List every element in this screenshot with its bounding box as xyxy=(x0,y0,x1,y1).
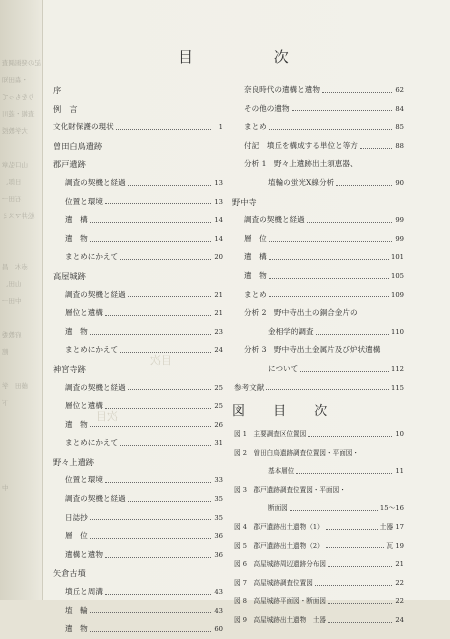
toc-entry xyxy=(232,174,404,193)
toc-entry xyxy=(232,81,404,100)
toc-page-number: 62 xyxy=(395,86,404,94)
toc-entry-label: 曽田白鳥遺跡 xyxy=(53,140,103,151)
toc-entry xyxy=(232,118,404,137)
leader-dots xyxy=(90,221,211,223)
toc-entry-label: 分析 1 野々上遺跡出土須恵器、 xyxy=(244,159,358,169)
toc-entry xyxy=(53,248,223,267)
toc-page-number: 36 xyxy=(214,532,223,541)
toc-section-heading xyxy=(53,453,223,472)
toc-entry-label: 断面図 xyxy=(268,504,288,513)
toc-entry-label: 調査の契機と経過 xyxy=(65,289,126,299)
toc-page-number: 10 xyxy=(395,430,404,439)
toc-page-number: 20 xyxy=(214,253,223,262)
leader-dots xyxy=(128,184,211,186)
toc-entry-label: 文化財保護の現状 xyxy=(53,122,114,132)
toc-entry-label: 日誌抄 xyxy=(65,512,88,522)
bleed-through-text: 府教委 xyxy=(2,331,22,339)
leader-dots xyxy=(90,537,211,539)
toc-entry-label: 神宮寺跡 xyxy=(53,363,86,374)
toc-page-number: 31 xyxy=(214,439,223,448)
bleed-through-text: 藤田 学 xyxy=(2,382,28,390)
toc-entry-label: 埴輪の蛍光X線分析 xyxy=(268,177,335,187)
toc-entry xyxy=(232,379,404,398)
toc-entry xyxy=(232,341,404,360)
leader-dots xyxy=(269,277,389,279)
leader-dots xyxy=(328,565,392,567)
figures-list xyxy=(232,425,404,630)
toc-entry xyxy=(53,118,223,137)
bleed-through-mark: 次目 xyxy=(96,410,118,423)
toc-entry xyxy=(232,574,404,593)
bleed-through-text: 下 xyxy=(2,399,9,407)
page-title: 目 次 xyxy=(178,48,327,66)
leader-dots xyxy=(269,240,392,242)
toc-page-number: 24 xyxy=(214,346,223,355)
toc-entry-label: 図 4 郡戸遺跡出土遺物（1） xyxy=(234,523,324,532)
toc-page-number: 13 xyxy=(214,197,223,206)
toc-entry-label: 埴 輪 xyxy=(65,605,88,615)
toc-entry xyxy=(53,434,223,453)
toc-section-heading xyxy=(53,137,223,156)
figures-heading: 図 目 次 xyxy=(232,404,340,420)
toc-entry-label: その他の遺物 xyxy=(244,103,290,113)
toc-page-number: 35 xyxy=(214,495,223,504)
toc-entry-label: 図 2 曽田白鳥遺跡調査位置図・平面図・ xyxy=(234,448,359,457)
toc-section-heading xyxy=(53,360,223,379)
toc-section-heading xyxy=(232,193,404,212)
toc-entry-label: 墳丘と周溝 xyxy=(65,587,103,597)
bleed-through-text: ・森田知 xyxy=(2,76,28,84)
toc-entry xyxy=(53,397,223,416)
toc-entry-label: 高屋城跡 xyxy=(53,270,86,281)
leader-dots xyxy=(322,91,392,93)
toc-entry-label: 図 6 高屋城跡周辺遺跡分布図 xyxy=(234,560,327,569)
leader-dots xyxy=(269,128,392,130)
toc-entry xyxy=(232,592,404,611)
leader-dots xyxy=(128,388,211,390)
toc-entry-label: 遺 物 xyxy=(65,326,88,336)
leader-dots xyxy=(105,481,211,483)
toc-entry xyxy=(232,537,404,556)
toc-section-heading xyxy=(53,564,223,583)
leader-dots xyxy=(90,518,211,520)
toc-page-number: 99 xyxy=(395,234,404,243)
toc-entry xyxy=(232,100,404,119)
toc-entry xyxy=(232,518,404,537)
leader-dots xyxy=(266,388,389,390)
toc-entry xyxy=(232,499,404,518)
toc-page-number: 35 xyxy=(214,513,223,522)
toc-page-number: 25 xyxy=(214,383,223,392)
facing-page-edge xyxy=(0,0,43,600)
leader-dots xyxy=(90,630,211,632)
toc-entry xyxy=(53,193,223,212)
leader-dots xyxy=(116,128,211,130)
leader-dots xyxy=(90,425,211,427)
toc-page-number: 22 xyxy=(395,578,404,587)
toc-entry xyxy=(232,323,404,342)
toc-page-number: 90 xyxy=(395,178,404,187)
toc-section-heading xyxy=(53,155,223,174)
toc-page-number: 25 xyxy=(214,402,223,411)
toc-page-number: 15〜16 xyxy=(379,504,404,513)
toc-entry-label: 図 5 郡戸遺跡出土遺物（2） xyxy=(234,541,324,550)
toc-entry-label: 遺 構 xyxy=(65,215,88,225)
toc-entry xyxy=(53,323,223,342)
toc-page-number: 33 xyxy=(214,476,223,485)
toc-page-number: 101 xyxy=(391,253,404,262)
bleed-through-text: りをもって xyxy=(2,93,35,101)
toc-right-entries xyxy=(232,81,404,397)
toc-page-number: 60 xyxy=(214,625,223,634)
toc-page-number: 99 xyxy=(395,216,404,225)
leader-dots xyxy=(90,611,211,613)
toc-entry-label: 調査の契機と経過 xyxy=(65,177,126,187)
toc-page-number: 36 xyxy=(214,550,223,559)
toc-entry-label: 遺構と遺物 xyxy=(65,549,103,559)
leader-dots xyxy=(316,333,389,335)
leader-dots xyxy=(360,147,392,149)
toc-page-number: 21 xyxy=(395,560,404,569)
toc-entry-label: について xyxy=(268,363,299,373)
toc-entry-label: まとめにかえて xyxy=(65,438,119,448)
toc-entry-label: 分析 2 野中寺出土の銅合金片の xyxy=(244,308,358,318)
toc-entry-label: 遺 物 xyxy=(65,624,88,634)
toc-page-number: 21 xyxy=(214,309,223,318)
bleed-through-text: 記の発掘調査 xyxy=(2,59,41,67)
toc-entry xyxy=(232,304,404,323)
toc-entry-label: 遺 物 xyxy=(65,233,88,243)
toc-entry-label: まとめにかえて xyxy=(65,345,119,355)
toc-entry-label: 調査の契機と経過 xyxy=(65,494,126,504)
toc-entry-label: 遺 物 xyxy=(244,270,267,280)
leader-dots xyxy=(328,621,392,623)
leader-dots xyxy=(315,584,392,586)
toc-entry-label: 層位と遺構 xyxy=(65,401,103,411)
toc-entry-label: 層位と遺構 xyxy=(65,308,103,318)
toc-entry-label: 図 7 高屋城跡調査位置図 xyxy=(234,578,313,587)
toc-entry-label: 図 3 郡戸遺跡調査位置図・平面図・ xyxy=(234,485,346,494)
toc-entry-label: 位置と環境 xyxy=(65,475,103,485)
toc-page-number: 14 xyxy=(214,234,223,243)
toc-page-number: 14 xyxy=(214,216,223,225)
toc-entry-label: 図 9 高屋城跡出土遺物 土器 xyxy=(234,616,327,625)
toc-page-number: 1 xyxy=(218,123,223,132)
toc-entry-label: 付記 墳丘を構成する単位と等方 xyxy=(244,140,358,150)
toc-page-number: 26 xyxy=(214,420,223,429)
toc-page-number: 21 xyxy=(214,290,223,299)
toc-page-number: 13 xyxy=(214,178,223,187)
toc-section-heading xyxy=(53,81,223,100)
toc-entry xyxy=(232,360,404,379)
leader-dots xyxy=(307,221,392,223)
toc-entry xyxy=(232,211,404,230)
bleed-through-text: 石田一 xyxy=(2,195,22,203)
toc-page-number: 瓦 19 xyxy=(386,541,404,550)
toc-entry xyxy=(53,286,223,305)
toc-entry-label: 基本層位 xyxy=(268,467,295,476)
toc-entry-label: 位置と環境 xyxy=(65,196,103,206)
toc-entry xyxy=(53,174,223,193)
toc-entry xyxy=(53,527,223,546)
toc-entry xyxy=(232,155,404,174)
toc-entry xyxy=(53,341,223,360)
bleed-through-text: 赤木 昌 xyxy=(2,263,28,271)
toc-entry-label: 序 xyxy=(53,85,62,95)
toc-entry-label: 野々上遺跡 xyxy=(53,456,94,467)
toc-entry-label: 遺 構 xyxy=(244,252,267,262)
toc-entry xyxy=(53,304,223,323)
leader-dots xyxy=(105,556,211,558)
toc-entry xyxy=(53,602,223,621)
toc-page-number: 23 xyxy=(214,327,223,336)
leader-dots xyxy=(300,370,389,372)
bleed-through-text: 査報・菱川 xyxy=(2,110,35,118)
toc-entry xyxy=(232,481,404,500)
bleed-through-text: 中 xyxy=(2,484,9,492)
toc-entry xyxy=(232,137,404,156)
leader-dots xyxy=(326,528,378,530)
leader-dots xyxy=(128,295,211,297)
toc-entry-label: 調査の契機と経過 xyxy=(65,382,126,392)
bleed-through-text: 館 xyxy=(2,348,9,356)
bleed-through-mark: 目次 xyxy=(150,354,172,367)
toc-page-number: 43 xyxy=(214,588,223,597)
toc-page-number: 110 xyxy=(391,327,404,336)
leader-dots xyxy=(105,407,211,409)
leader-dots xyxy=(128,500,211,502)
toc-entry xyxy=(53,509,223,528)
toc-entry-label: まとめにかえて xyxy=(65,252,119,262)
toc-page-number: 22 xyxy=(395,597,404,606)
bleed-through-text: 中田一 xyxy=(2,297,22,305)
leader-dots xyxy=(269,258,389,260)
leader-dots xyxy=(328,602,392,604)
toc-page-number: 11 xyxy=(395,467,404,476)
leader-dots xyxy=(336,184,392,186)
toc-entry xyxy=(232,611,404,630)
toc-right-column xyxy=(232,81,404,630)
toc-left-column xyxy=(53,81,223,639)
leader-dots xyxy=(90,333,211,335)
toc-page-number: 土器 17 xyxy=(379,523,404,532)
toc-entry xyxy=(53,416,223,435)
toc-entry xyxy=(232,286,404,305)
toc-entry xyxy=(232,248,404,267)
toc-entry xyxy=(53,620,223,639)
toc-entry xyxy=(232,462,404,481)
toc-entry xyxy=(232,267,404,286)
leader-dots xyxy=(269,295,389,297)
toc-entry-label: まとめ xyxy=(244,289,267,299)
toc-page-number: 43 xyxy=(214,606,223,615)
toc-entry xyxy=(53,490,223,509)
bleed-through-text: 松井マスミ xyxy=(2,212,35,220)
toc-entry xyxy=(232,555,404,574)
toc-page-number: 112 xyxy=(391,364,404,373)
toc-page-number: 109 xyxy=(391,290,404,299)
bleed-through-text: 大学教授 xyxy=(2,127,28,135)
toc-entry-label: 遺 物 xyxy=(65,419,88,429)
bleed-through-text: 日郎、 xyxy=(2,178,22,186)
leader-dots xyxy=(290,509,378,511)
toc-entry-label: 金相学的調査 xyxy=(268,326,314,336)
bleed-through-text: 山口弘章 xyxy=(2,161,28,169)
leader-dots xyxy=(105,202,211,204)
leader-dots xyxy=(120,444,211,446)
toc-entry-label: 図 1 主要調査区位置図 xyxy=(234,430,307,439)
toc-page-number: 84 xyxy=(395,104,404,113)
leader-dots xyxy=(120,258,211,260)
toc-entry xyxy=(232,425,404,444)
toc-page-number: 85 xyxy=(395,123,404,132)
toc-entry-label: まとめ xyxy=(244,122,267,132)
toc-page-number: 24 xyxy=(395,616,404,625)
toc-entry-label: 調査の契機と経過 xyxy=(244,215,305,225)
leader-dots xyxy=(292,109,392,111)
leader-dots xyxy=(326,546,385,548)
leader-dots xyxy=(296,472,392,474)
toc-entry-label: 分析 3 野中寺出土金属片及び炉状遺構 xyxy=(244,345,381,355)
leader-dots xyxy=(105,314,211,316)
toc-entry-label: 層 位 xyxy=(65,531,88,541)
toc-entry-label: 例 言 xyxy=(53,103,78,114)
toc-entry-label: 層 位 xyxy=(244,233,267,243)
toc-entry-label: 参考文献 xyxy=(234,382,265,392)
toc-entry xyxy=(53,211,223,230)
toc-entry-label: 図 8 高屋城跡平面図・断面図 xyxy=(234,597,327,606)
toc-entry xyxy=(53,471,223,490)
toc-entry-label: 野中寺 xyxy=(232,196,257,207)
toc-page-number: 105 xyxy=(391,271,404,280)
leader-dots xyxy=(308,435,392,437)
toc-entry-label: 奈良時代の遺構と遺物 xyxy=(244,85,320,94)
toc-section-heading xyxy=(53,267,223,286)
toc-page-number: 115 xyxy=(391,383,404,392)
toc-entry xyxy=(232,230,404,249)
toc-entry xyxy=(232,444,404,463)
toc-entry-label: 矢倉古墳 xyxy=(53,568,86,579)
bleed-through-text: 山田、 xyxy=(2,280,22,288)
toc-section-heading xyxy=(53,100,223,119)
leader-dots xyxy=(90,240,211,242)
toc-entry xyxy=(53,546,223,565)
toc-entry xyxy=(53,583,223,602)
leader-dots xyxy=(105,593,211,595)
toc-page-number: 88 xyxy=(395,141,404,150)
toc-entry xyxy=(53,379,223,398)
toc-entry xyxy=(53,230,223,249)
toc-entry-label: 郡戸遺跡 xyxy=(53,159,86,170)
